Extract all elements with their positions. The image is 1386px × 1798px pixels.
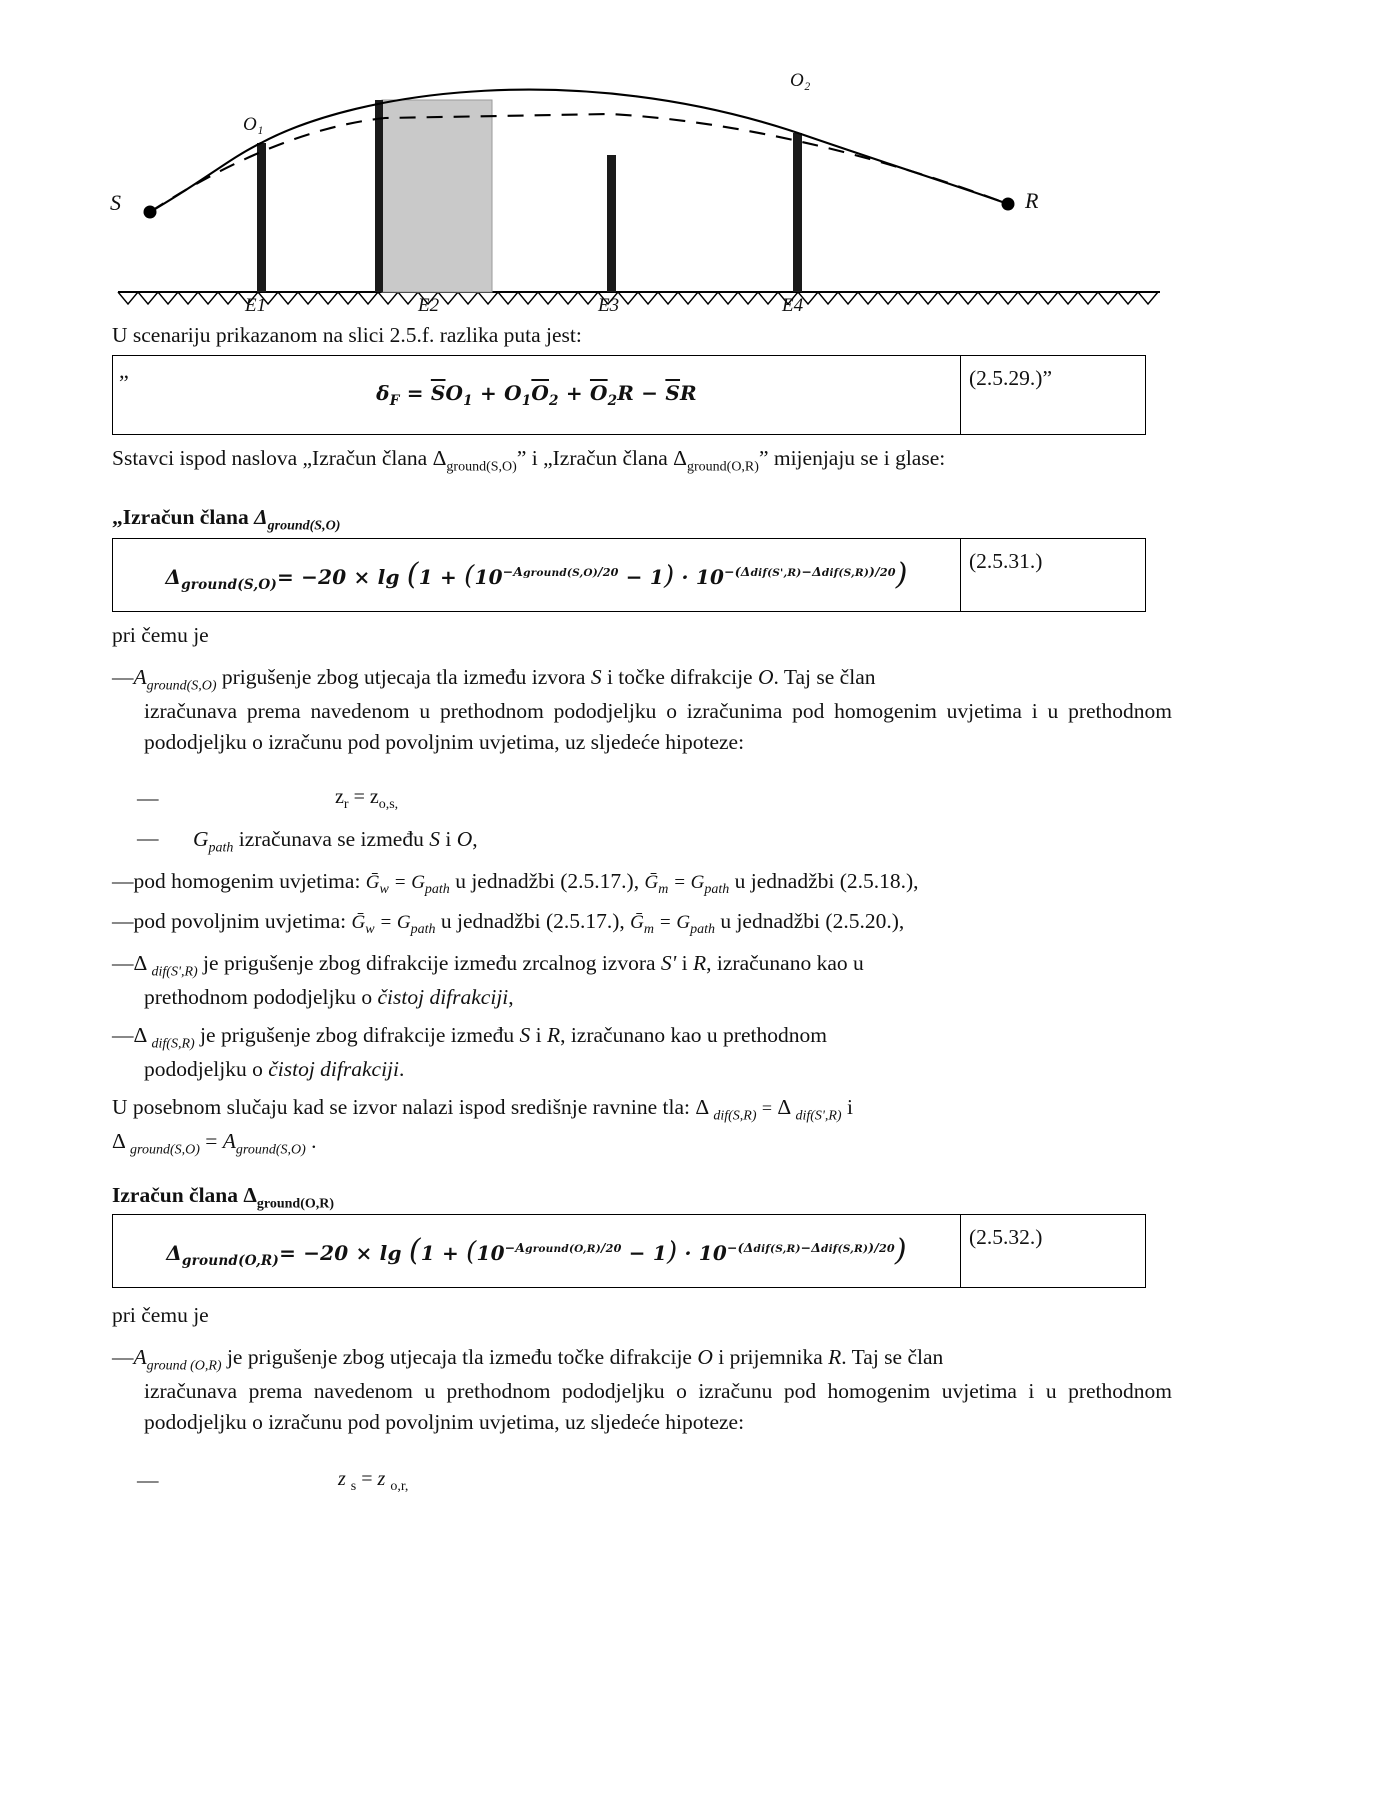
- equation-2-5-29-body: [113, 356, 960, 434]
- equation-2-5-29-number: (2.5.29.)”: [960, 356, 1145, 434]
- list-item-dif-s-r: —Δ $_{dif(S,R)}$ je prigušenje zbog difrakcije između S i R, izračunano kao u prethodnom pododjeljku o čistoj difrakciji.: [112, 1023, 827, 1082]
- heading-izracun-clana-so: „Izračun člana $\Delta_{ground(S,O)}$: [112, 505, 341, 534]
- equation-2-5-29-formula: $\delta_F = \overline{S}O_1 + O_1\overline{O}_2 + \overline{O}_2R - \overline{S}R$: [376, 381, 697, 409]
- pri-cemu-je-2: pri čemu je: [112, 1303, 209, 1327]
- figure-label-E3: E3: [598, 295, 620, 316]
- diffraction-path-figure: [110, 30, 1170, 315]
- figure-label-E2: E2: [418, 295, 440, 316]
- page-footer-mark: [690, 1770, 694, 1786]
- figure-label-E4: E4: [782, 295, 804, 316]
- equation-box-2-5-29: [112, 355, 1146, 435]
- hypothesis-4: —pod povoljnim uvjetima: Ḡ$_w$ = $G_{path}$ u jednadžbi (2.5.17.), Ḡ$_m$ = $G_{path}$ u jednadžbi (2.5.20.),: [112, 909, 905, 937]
- equation-2-5-31-formula: $\Delta_{ground(S,O)}= -20 \times \lg (1 + (10^{-Aground(S,O)/20} - 1) \cdot 10^{-(\Delta dif(S',R)-\Delta dif(S,R))/20})$: [165, 557, 908, 593]
- hypothesis-3: —pod homogenim uvjetima: Ḡ$_w$ = $G_{path}$ u jednadžbi (2.5.17.), Ḡ$_m$ = $G_{path}$ u jednadžbi (2.5.18.),: [112, 869, 919, 897]
- figure-label-S: S: [110, 190, 121, 215]
- pri-cemu-je-1: pri čemu je: [112, 623, 209, 647]
- equation-box-2-5-31: [112, 538, 1146, 612]
- list-item-aground-or: $—A_{ground (O,R)}$ je prigušenje zbog utjecaja tla između točke difrakcije O i prijemnika R. Taj se član izračunava prema navedenom u prethodnom pododjeljku o izračunu pod homogenim uvjetima i u prethodnom pododjeljku o izračunu pod povoljnim uvjetima, uz sljedeće hipoteze:: [112, 1345, 1172, 1434]
- figure-label-O1: O₁: [243, 114, 264, 135]
- hypothesis-dash-5: —: [137, 1468, 159, 1492]
- equation-2-5-32-number: (2.5.32.): [960, 1215, 1145, 1287]
- hypothesis-dash-1: —: [137, 786, 159, 810]
- equation-box-2-5-32: [112, 1214, 1146, 1288]
- hypothesis-5: z $_s$ = z $_{o,r,}$: [338, 1468, 409, 1494]
- open-quote-mark: „: [119, 358, 129, 383]
- hypothesis-1: $z_r = z_{o,s,}$: [335, 786, 399, 812]
- paragraph-after-2-5-29: Sstavci ispod naslova „Izračun člana $\Delta_{ground(S,O)}$” i „Izračun člana $\Delta_{ground(O,R)}$” mijenjaju se i glase:: [112, 446, 946, 475]
- figure-label-O2: O₂: [790, 70, 811, 91]
- special-case-paragraph: U posebnom slučaju kad se izvor nalazi ispod središnje ravnine tla: Δ $_{dif(S,R)}$ = Δ $_{dif(S',R)}$ i Δ $_{ground(S,O)} = A_{ground(S,O)}$ .: [112, 1095, 853, 1158]
- list-item-aground-so: $—A_{ground(S,O)}$ prigušenje zbog utjecaja tla između izvora S i točke difrakcije O. Taj se član izračunava prema navedenom u prethodnom pododjeljku o izračunima pod homogenim uvjetima i u prethodnom pododjeljku o izračunu pod povoljnim uvjetima, uz sljedeće hipoteze:: [112, 665, 1172, 754]
- equation-2-5-31-number: (2.5.31.): [960, 539, 1145, 611]
- list-item-dif-s-mirror-r: —Δ $_{dif(S',R)}$ je prigušenje zbog difrakcije između zrcalnog izvora S' i R, izračunano kao u prethodnom pododjeljku o čistoj difrakciji,: [112, 951, 864, 1010]
- equation-2-5-32-formula: $\Delta_{ground(O,R)}= -20 \times \lg (1 + (10^{-Aground(O,R)/20} - 1) \cdot 10^{-(\Delta dif(S,R)-\Delta dif(S,R))/20})$: [166, 1233, 907, 1269]
- equation-2-5-31-body: [113, 539, 960, 611]
- equation-2-5-32-body: [113, 1215, 960, 1287]
- intro-paragraph: U scenariju prikazanom na slici 2.5.f. razlika puta jest:: [112, 323, 582, 347]
- figure-label-E1: E1: [245, 295, 267, 316]
- figure-label-R: R: [1025, 188, 1039, 213]
- hypothesis-2: $G_{path}$ izračunava se između S i O,: [193, 827, 478, 856]
- hypothesis-dash-2: —: [137, 826, 159, 850]
- heading-izracun-clana-or: Izračun člana $\Delta_{ground(O,R)}$: [112, 1183, 335, 1212]
